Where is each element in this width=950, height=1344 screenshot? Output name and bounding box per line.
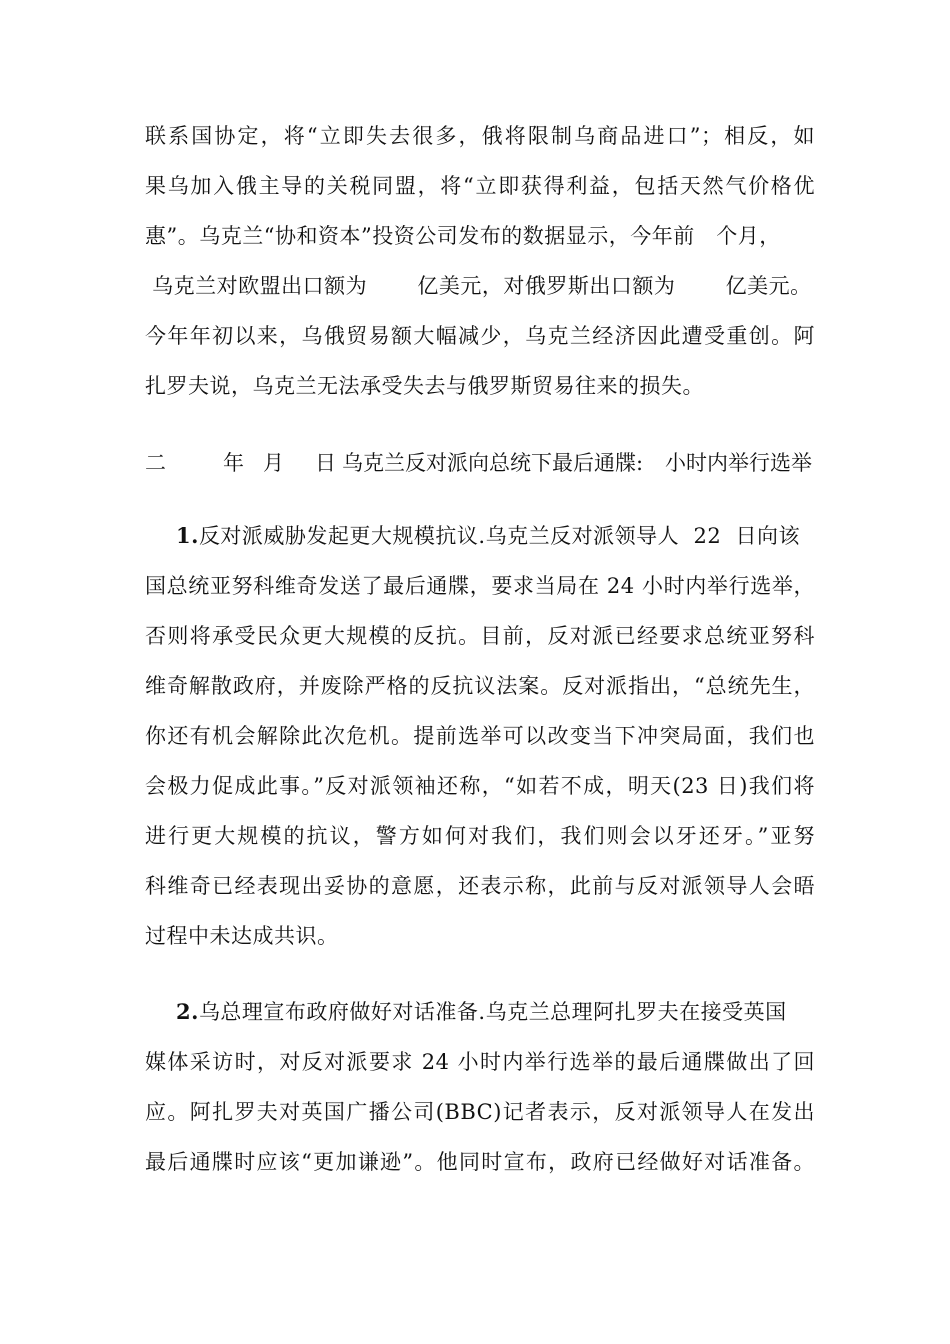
body-line: 最后通牒时应该“更加谦逊”。他同时宣布，政府已经做好对话准备。 <box>145 1150 815 1174</box>
paragraph-first-line: 1.反对派威胁发起更大规模抗议.乌克兰反对派领导人 22 日向该 <box>176 523 801 548</box>
body-line: 联系国协定，将“立即失去很多，俄将限制乌商品进口”；相反，如 <box>145 124 815 148</box>
body-line: 你还有机会解除此次危机。提前选举可以改变当下冲突局面，我们也 <box>145 724 815 748</box>
paragraph-number: 2. <box>176 999 199 1024</box>
body-line: 会极力促成此事。”反对派领袖还称，“如若不成，明天(23 日)我们将 <box>145 774 815 798</box>
body-line: 果乌加入俄主导的关税同盟，将“立即获得利益，包括天然气价格优 <box>145 174 815 198</box>
heading-title-end: 小时内举行选举 <box>665 451 812 475</box>
heading-day-unit: 日 <box>315 451 336 475</box>
body-line: 国总统亚努科维奇发送了最后通牒，要求当局在 24 小时内举行选举， <box>145 574 815 598</box>
heading-month-unit: 月 <box>263 451 284 475</box>
body-line: 扎罗夫说，乌克兰无法承受失去与俄罗斯贸易往来的损失。 <box>145 374 704 398</box>
paragraph-number: 1. <box>176 523 199 548</box>
body-line: 过程中未达成共识。 <box>145 924 339 948</box>
body-line: 媒体采访时，对反对派要求 24 小时内举行选举的最后通牒做出了回 <box>145 1050 815 1074</box>
heading-prefix: 二 <box>145 451 166 475</box>
heading-title: 乌克兰反对派向总统下最后通牒: <box>342 451 644 475</box>
body-line: 应。阿扎罗夫对英国广播公司(BBC)记者表示，反对派领导人在发出 <box>145 1100 815 1124</box>
heading-year-unit: 年 <box>223 451 244 475</box>
section-heading <box>145 449 815 479</box>
body-line: 否则将承受民众更大规模的反抗。目前，反对派已经要求总统亚努科 <box>145 624 815 648</box>
paragraph-first-line: 2.乌总理宣布政府做好对话准备.乌克兰总理阿扎罗夫在接受英国 <box>176 999 787 1024</box>
body-line: 今年年初以来，乌俄贸易额大幅减少，乌克兰经济因此遭受重创。阿 <box>145 324 815 348</box>
body-line: 维奇解散政府，并废除严格的反抗议法案。反对派指出，“总统先生， <box>145 674 815 698</box>
body-line: 乌克兰对欧盟出口额为 亿美元，对俄罗斯出口额为 亿美元。 <box>145 274 812 298</box>
body-line: 进行更大规模的抗议，警方如何对我们，我们则会以牙还牙。”亚努 <box>145 824 815 848</box>
body-line: 惠”。乌克兰“协和资本”投资公司发布的数据显示，今年前 个月， <box>145 224 781 248</box>
body-line: 科维奇已经表现出妥协的意愿，还表示称，此前与反对派领导人会晤 <box>145 874 815 898</box>
